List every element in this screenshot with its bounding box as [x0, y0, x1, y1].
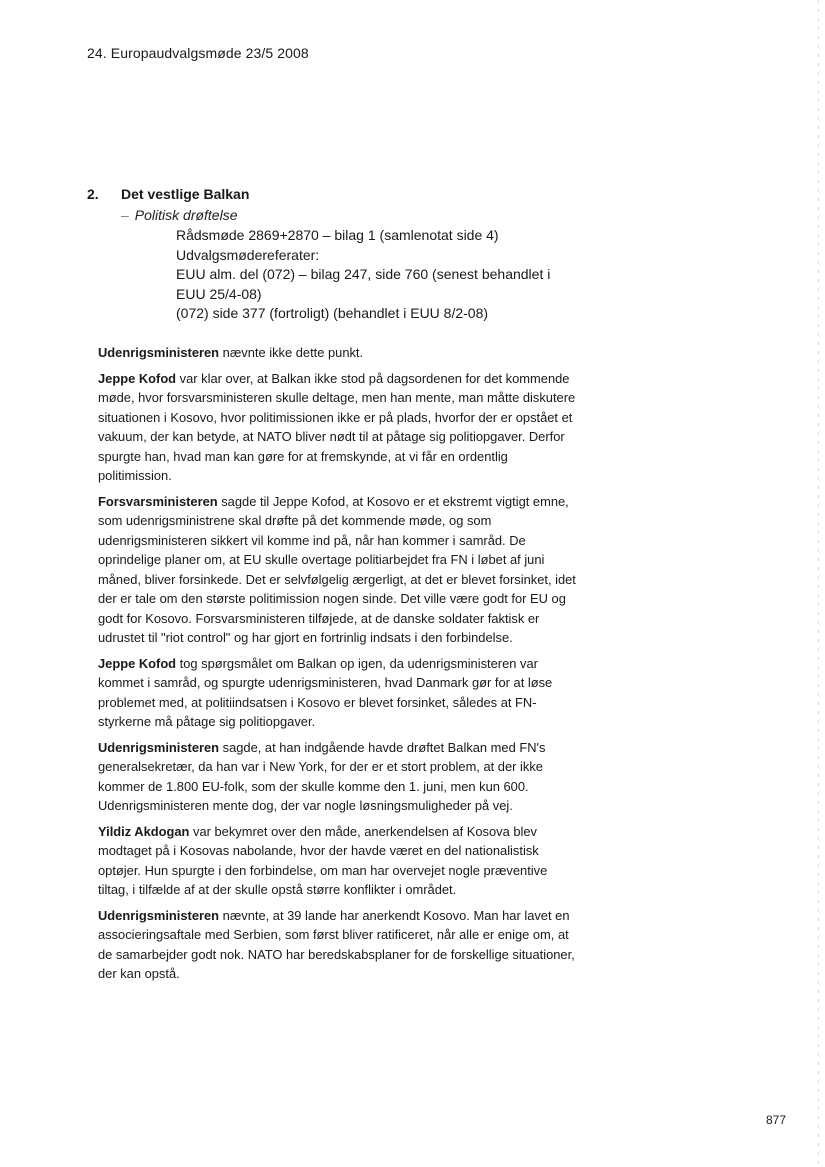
speaker-name: Jeppe Kofod	[98, 370, 177, 386]
page-header: 24. Europaudvalgsmøde 23/5 2008	[87, 45, 309, 61]
section-title: Det vestlige Balkan	[121, 186, 250, 202]
speaker-name: Udenrigsministeren	[98, 345, 220, 360]
scan-edge-line	[818, 0, 819, 1167]
paragraph-text: var bekymret over den måde, anerkendelsen af Kosova blev modtaget på i Kosovas nabolande, hvor der havde været en del nationalistisk optøjer. Hun spurgte i den forbindelse, om man har overvejet nogle præventive tiltag, i tilfælde af at der skulle opstå større konflikter i området.	[98, 823, 548, 897]
paragraph-text: sagde, at han indgående havde drøftet Balkan med FN's generalsekretær, da han var i New York, for der er et stort problem, at der ikke kommer de 1.800 EU-folk, som der skulle komme den 1. juni, men kun 600. Udenrigsministeren mente dog, der var nogle løsningsmuligheder på vej.	[98, 739, 546, 813]
reference-line: EUU alm. del (072) – bilag 247, side 760 (senest behandlet i	[176, 266, 551, 282]
speaker-name: Udenrigsministeren	[98, 739, 220, 755]
minutes-paragraph	[98, 343, 576, 363]
minutes-paragraph	[98, 906, 576, 984]
reference-block	[176, 226, 596, 324]
minutes-paragraph	[98, 738, 576, 816]
reference-line: EUU 25/4-08)	[176, 285, 262, 302]
subtitle-dash: –	[121, 207, 129, 223]
speaker-name: Udenrigsministeren	[98, 907, 220, 923]
reference-line: (072) side 377 (fortroligt) (behandlet i EUU 8/2-08)	[176, 305, 489, 321]
paragraph-text: nævnte ikke dette punkt.	[219, 345, 364, 360]
reference-line: Udvalgsmødereferater:	[176, 246, 320, 263]
speaker-name: Jeppe Kofod	[98, 655, 177, 671]
minutes-paragraph	[98, 822, 576, 900]
subtitle-text: Politisk drøftelse	[134, 207, 238, 223]
section-number: 2.	[87, 186, 99, 202]
speaker-name: Yildiz Akdogan	[98, 823, 190, 839]
paragraph-text: nævnte, at 39 lande har anerkendt Kosovo. Man har lavet en associeringsaftale med Serbien, som først bliver ratificeret, når alle er enige om, at de samarbejder godt nok. NATO har beredskabsplaner for de forskellige situationer, der kan opstå.	[98, 907, 575, 981]
paragraph-text: sagde til Jeppe Kofod, at Kosovo er et ekstremt vigtigt emne, som udenrigsministrene skal drøfte på det kommende møde, og som udenrigsministeren sikkert vil komme ind på, når han kommer i samråd. De oprindelige planer om, at EU skulle overtage politiarbejdet fra FN i løbet af juni måned, bliver forsinkede. Det er selvfølgelig ærgerligt, at det er blevet forsinket, idet der er tale om den største politimission nogen sinde. Det ville være godt for EU og godt for Kosovo. Forsvarsministeren tilføjede, at de danske soldater faktisk er udrustet til "riot control" og har gjort en fortrinlig indsats i den forbindelse.	[98, 493, 576, 645]
minutes-body	[98, 343, 576, 990]
speaker-name: Forsvarsministeren	[98, 493, 218, 509]
section-subtitle	[121, 207, 238, 223]
minutes-paragraph	[98, 654, 576, 732]
section-heading	[87, 186, 249, 202]
paragraph-text: var klar over, at Balkan ikke stod på dagsordenen for det kommende møde, hvor forsvarsministeren skulle deltage, men han mente, man måtte diskutere situationen i Kosovo, hvor politimissionen ikke er på plads, hvorfor der er opstået et vakuum, der kan betyde, at NATO bliver nødt til at påtage sig politiopgaver. Derfor spurgte han, hvad man kan gøre for at fremskynde, at vi får en ordentlig politimission.	[98, 370, 576, 483]
reference-line: Rådsmøde 2869+2870 – bilag 1 (samlenotat side 4)	[176, 227, 499, 243]
paragraph-text: tog spørgsmålet om Balkan op igen, da udenrigsministeren var kommet i samråd, og spurgte udenrigsministeren, hvad Danmark gør for at løse problemet med, at politiindsatsen i Kosovo er blevet forsinket, således at FN-styrkerne må påtage sig politiopgaver.	[98, 655, 553, 729]
page-number: 877	[766, 1113, 787, 1127]
minutes-paragraph	[98, 369, 576, 486]
minutes-paragraph	[98, 492, 576, 648]
